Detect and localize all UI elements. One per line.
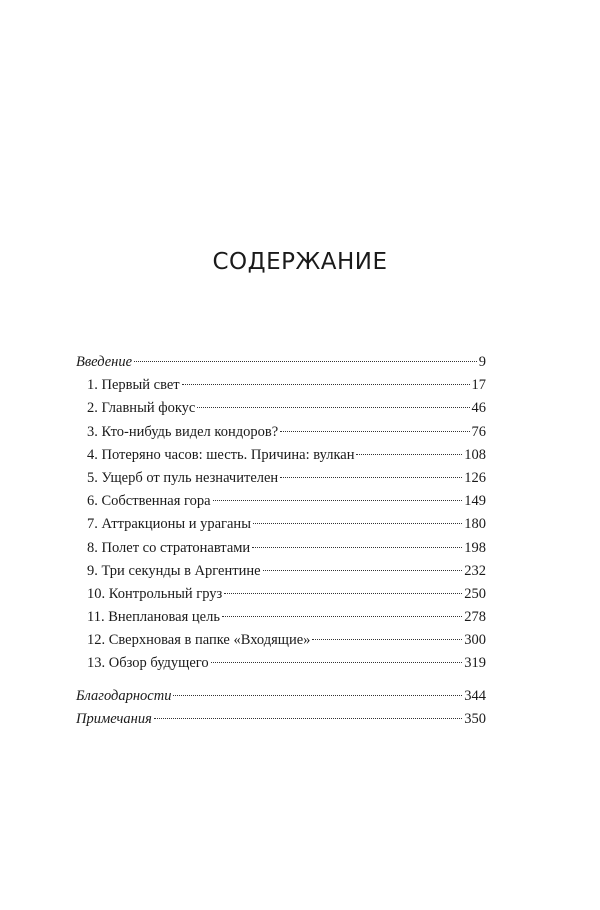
toc-entry-label: 1. Первый свет bbox=[87, 377, 180, 394]
page-title: СОДЕРЖАНИЕ bbox=[212, 249, 388, 275]
dot-leader bbox=[312, 639, 462, 640]
toc-entry-notes[interactable] bbox=[76, 708, 486, 731]
dot-leader bbox=[222, 616, 462, 617]
toc-entry-chapter-2[interactable] bbox=[76, 397, 486, 420]
toc-entry-label: 6. Собственная гора bbox=[87, 493, 211, 510]
toc-entry-label: 5. Ущерб от пуль незначителен bbox=[87, 469, 279, 486]
dot-leader bbox=[182, 384, 470, 385]
toc-entry-acknowledgements[interactable] bbox=[76, 685, 486, 708]
toc-entry-label: 8. Полет со стратонавтами bbox=[87, 539, 251, 556]
toc-entry-page: 300 bbox=[464, 632, 486, 649]
toc-entry-chapter-3[interactable] bbox=[76, 421, 486, 444]
dot-leader bbox=[197, 407, 469, 408]
toc-entry-label: 13. Обзор будущего bbox=[87, 655, 209, 672]
toc-entry-page: 149 bbox=[464, 493, 486, 510]
toc-entry-page: 17 bbox=[471, 377, 486, 394]
toc-entry-label: Введение bbox=[76, 354, 133, 370]
toc-entry-page: 350 bbox=[464, 710, 486, 727]
toc-entry-page: 319 bbox=[464, 655, 486, 672]
toc-entry-introduction[interactable] bbox=[76, 351, 486, 374]
dot-leader bbox=[224, 593, 462, 594]
toc-entry-page: 232 bbox=[464, 562, 486, 579]
toc-entry-label: 4. Потеряно часов: шесть. Причина: вулкан bbox=[87, 446, 355, 463]
toc-entry-label: Благодарности bbox=[76, 687, 172, 704]
dot-leader bbox=[134, 361, 477, 362]
toc-entry-label: 9. Три секунды в Аргентине bbox=[87, 562, 261, 579]
toc-entry-chapter-7[interactable] bbox=[76, 513, 486, 536]
toc-entry-label: 12. Сверхновая в папке «Входящие» bbox=[87, 632, 311, 649]
toc-entry-page: 180 bbox=[464, 516, 486, 533]
toc-entry-page: 46 bbox=[471, 400, 486, 417]
toc-entry-label: 10. Контрольный груз bbox=[87, 585, 223, 602]
toc-entry-label: 3. Кто-нибудь видел кондоров? bbox=[87, 423, 279, 440]
dot-leader bbox=[154, 718, 462, 719]
table-of-contents bbox=[76, 351, 486, 731]
toc-entry-label: 2. Главный фокус bbox=[87, 400, 196, 417]
toc-entry-page: 344 bbox=[464, 687, 486, 704]
dot-leader bbox=[280, 477, 462, 478]
dot-leader bbox=[280, 431, 469, 432]
toc-entry-page: 198 bbox=[464, 539, 486, 556]
toc-entry-page: 250 bbox=[464, 585, 486, 602]
dot-leader bbox=[252, 547, 462, 548]
dot-leader bbox=[356, 454, 462, 455]
dot-leader bbox=[173, 695, 462, 696]
toc-entry-page: 126 bbox=[464, 469, 486, 486]
toc-entry-page: 76 bbox=[471, 423, 486, 440]
toc-entry-chapter-5[interactable] bbox=[76, 467, 486, 490]
toc-entry-chapter-1[interactable] bbox=[76, 374, 486, 397]
toc-entry-page: 278 bbox=[464, 609, 486, 626]
toc-entry-page: 9 bbox=[478, 354, 486, 370]
toc-entry-chapter-8[interactable] bbox=[76, 537, 486, 560]
toc-entry-chapter-10[interactable] bbox=[76, 583, 486, 606]
dot-leader bbox=[253, 523, 462, 524]
toc-entry-chapter-11[interactable] bbox=[76, 606, 486, 629]
toc-entry-chapter-12[interactable] bbox=[76, 629, 486, 652]
toc-entry-chapter-13[interactable] bbox=[76, 652, 486, 675]
toc-entry-label: Примечания bbox=[76, 710, 152, 727]
dot-leader bbox=[211, 662, 463, 663]
toc-entry-chapter-4[interactable] bbox=[76, 444, 486, 467]
toc-entry-chapter-6[interactable] bbox=[76, 490, 486, 513]
toc-entry-page: 108 bbox=[464, 446, 486, 463]
toc-entry-chapter-9[interactable] bbox=[76, 560, 486, 583]
toc-entry-label: 11. Внеплановая цель bbox=[87, 609, 220, 626]
toc-entry-label: 7. Аттракционы и ураганы bbox=[87, 516, 251, 533]
dot-leader bbox=[263, 570, 463, 571]
dot-leader bbox=[213, 500, 463, 501]
